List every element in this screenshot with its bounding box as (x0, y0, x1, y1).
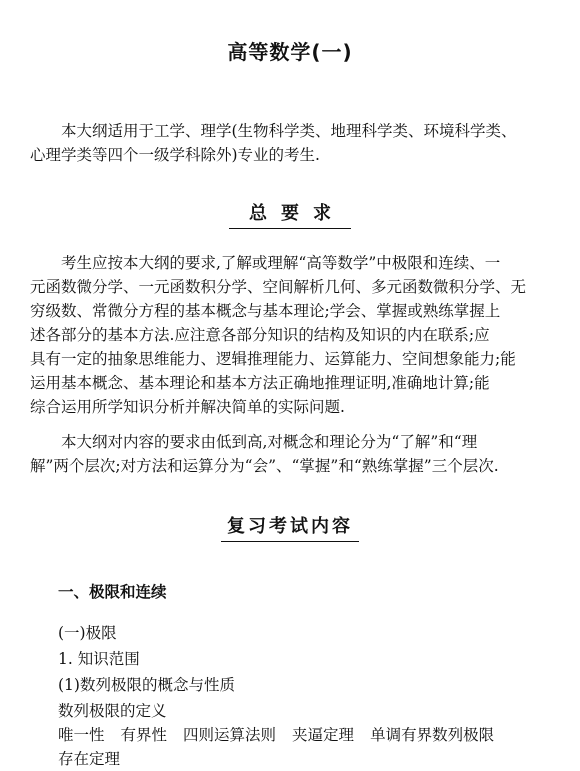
section-heading-general-requirements: 总要求 (0, 199, 580, 229)
sequence-limit-definition: 数列极限的定义 (58, 702, 167, 720)
page-title: 高等数学(一) (227, 40, 353, 64)
req-line-3: 穷级数、常微分方程的基本概念与基本理论;学会、掌握或熟练掌握上 (30, 302, 501, 320)
topic-item: 有界性 (120, 726, 168, 744)
chapter-heading: 一、极限和连续 (58, 583, 167, 601)
requirements-paragraph-2 (30, 430, 558, 478)
topic-item: 四则运算法则 (183, 726, 277, 744)
topic-item: 单调有界数列极限 (370, 726, 495, 744)
intro-paragraph (30, 119, 558, 167)
req-line-5: 具有一定的抽象思维能力、逻辑推理能力、运算能力、空间想象能力;能 (30, 350, 516, 368)
intro-line-1: 本大纲适用于工学、理学(生物科学类、地理科学类、环境科学类、 (61, 122, 517, 140)
knowledge-scope: 1. 知识范围 (58, 650, 140, 668)
subsection-limits: (一)极限 (58, 624, 117, 642)
topic-line-1 (58, 723, 558, 747)
req-line-7: 综合运用所学知识分析并解决简单的实际问题. (30, 398, 345, 416)
req-line-2: 元函数微分学、一元函数积分学、空间解析几何、多元函数微积分学、无 (30, 278, 527, 296)
req-line-6: 运用基本概念、基本理论和基本方法正确地推理证明,准确地计算;能 (30, 374, 490, 392)
topic-item: 唯一性 (58, 726, 105, 744)
topic-item: 夹逼定理 (292, 726, 355, 744)
topic-line-2: 存在定理 (58, 750, 121, 768)
section-heading-review-content: 复习考试内容 (0, 512, 580, 542)
req-line-1: 考生应按本大纲的要求,了解或理解“高等数学”中极限和连续、一 (61, 254, 501, 272)
req-line-4: 述各部分的基本方法.应注意各部分知识的结构及知识的内在联系;应 (30, 326, 490, 344)
intro-line-2: 心理学类等四个一级学科除外)专业的考生. (30, 146, 320, 164)
req2-line-1: 本大纲对内容的要求由低到高,对概念和理论分为“了解”和“理 (61, 433, 478, 451)
topic-list (58, 723, 558, 771)
req2-line-2: 解”两个层次;对方法和运算分为“会”、“掌握”和“熟练掌握”三个层次. (30, 457, 499, 475)
requirements-paragraph-1 (30, 251, 558, 419)
sequence-limit-concept: (1)数列极限的概念与性质 (58, 676, 235, 694)
